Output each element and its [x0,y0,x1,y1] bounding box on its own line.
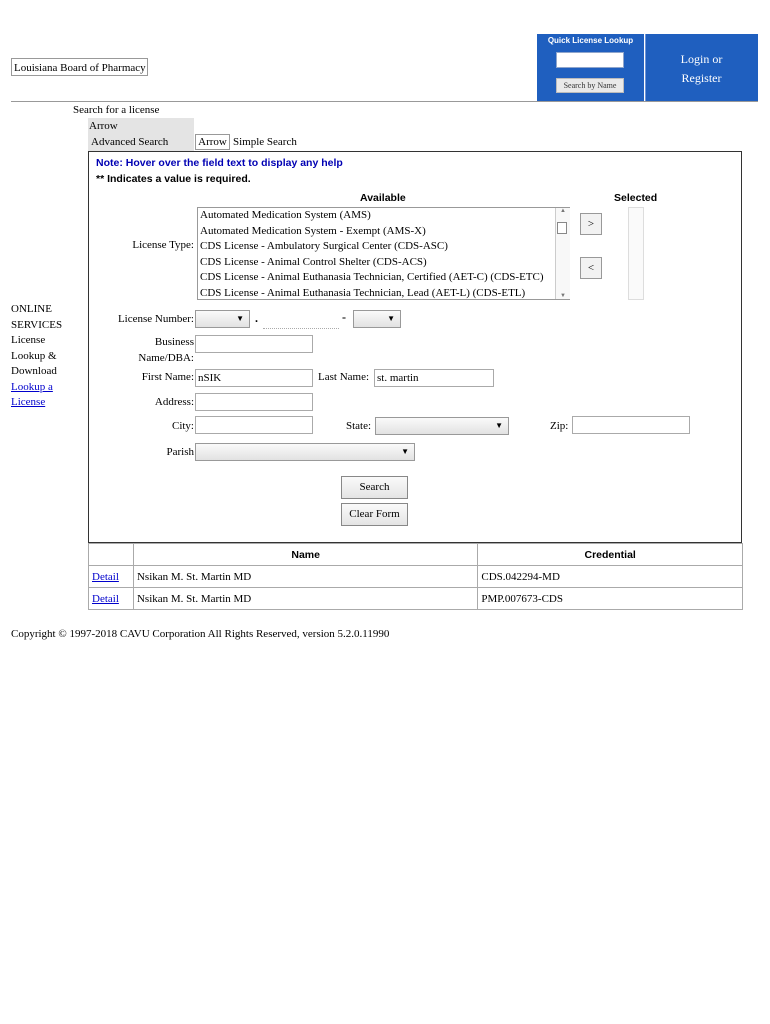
required-note: ** Indicates a value is required. [96,173,251,185]
name-cell: Nsikan M. St. Martin MD [133,588,477,610]
list-item[interactable]: Automated Medication System - Exempt (AMS-X) [200,224,426,237]
chevron-down-icon: ▼ [387,314,395,323]
list-item[interactable]: CDS License - Animal Euthanasia Technician, Certified (AET-C) (CDS-ETC) [200,271,544,283]
register-label[interactable]: Register [681,71,722,85]
table-row [89,566,743,588]
column-header-name: Name [133,544,477,566]
lookup-license-link[interactable] [11,380,73,396]
lookup-license-link-2[interactable] [11,395,73,411]
tab-simple-search[interactable]: Simple Search [233,136,297,148]
nav-text-download: Download [11,365,57,377]
scroll-up-icon[interactable]: ▲ [560,208,566,214]
parish-label: Parish [166,446,194,458]
search-for-license-heading: Search for a license [73,104,160,116]
chevron-down-icon: ▼ [401,447,409,456]
credential-cell: PMP.007673-CDS [478,588,743,610]
nav-text-lookup: Lookup & [11,349,57,362]
license-number-input[interactable] [263,311,339,329]
license-number-label: License Number: [117,313,194,325]
detail-link[interactable]: Detail [92,592,119,605]
table-header-row [89,544,743,566]
search-button[interactable]: Search [341,476,408,499]
list-item[interactable]: CDS License - Animal Control Shelter (CDS-ACS) [200,255,427,268]
business-label-line1: Business [154,336,194,348]
column-header-credential: Credential [478,544,743,566]
clear-form-button[interactable]: Clear Form [341,503,408,526]
credential-cell: CDS.042294-MD [478,566,743,588]
chevron-down-icon: ▼ [236,314,244,323]
results-table [88,543,743,610]
nav-text-services: SERVICES [11,318,63,331]
license-dash-separator: - [342,310,346,324]
selected-heading: Selected [614,192,658,204]
license-type-selected-list[interactable] [628,207,644,300]
org-logo-text: Louisiana Board of Pharmacy [11,58,148,76]
license-suffix-select[interactable] [353,310,401,328]
business-name-label [110,335,194,366]
arrow-image-placeholder-2: Arrow [195,134,230,150]
scrollbar-thumb[interactable] [557,222,567,234]
address-input[interactable] [195,393,313,411]
parish-select[interactable] [195,443,415,461]
zip-label: Zip: [550,420,569,432]
license-dot-separator: . [255,311,258,325]
business-name-input[interactable] [195,335,313,353]
city-input[interactable] [195,416,313,434]
column-header-link [89,544,134,566]
tab-advanced-search[interactable]: Advanced Search [88,134,194,151]
nav-text-license: License [11,334,46,346]
available-heading: Available [360,192,406,204]
login-register-link[interactable] [645,50,758,88]
first-name-label: First Name: [141,371,194,383]
login-label[interactable]: Login or [680,52,723,66]
lookup-license-link-line2[interactable]: License [11,396,46,408]
nav-text-online: ONLINE [11,303,52,315]
license-type-label: License Type: [132,239,194,251]
list-item[interactable]: Automated Medication System (AMS) [200,209,371,221]
search-by-name-button[interactable]: Search by Name [556,78,624,93]
detail-cell [89,566,134,588]
license-type-available-list[interactable] [197,207,570,300]
quick-lookup-input[interactable] [556,52,624,68]
address-label: Address: [154,396,194,408]
first-name-input[interactable]: nSIK [195,369,313,387]
detail-link[interactable]: Detail [92,570,119,583]
last-name-label: Last Name: [318,371,370,383]
remove-license-type-button[interactable]: < [580,257,602,279]
add-license-type-button[interactable]: > [580,213,602,235]
copyright-text: Copyright © 1997-2018 CAVU Corporation All Rights Reserved, version 5.2.0.11990 [11,628,390,640]
left-nav [11,302,73,411]
business-label-line2: Name/DBA: [138,351,194,364]
detail-cell [89,588,134,610]
quick-lookup-title: Quick License Lookup [547,36,634,45]
table-row [89,588,743,610]
last-name-input[interactable]: st. martin [374,369,494,387]
name-cell: Nsikan M. St. Martin MD [133,566,477,588]
state-label: State: [346,420,372,432]
list-item[interactable]: CDS License - Ambulatory Surgical Center (CDS-ASC) [200,240,448,252]
help-note: Note: Hover over the field text to display any help [96,157,343,169]
zip-input[interactable] [572,416,690,434]
arrow-image-placeholder: Arrow [88,118,194,134]
city-label: City: [171,420,194,432]
state-select[interactable] [375,417,509,435]
scroll-down-icon[interactable]: ▼ [560,293,566,299]
license-prefix-select[interactable] [195,310,250,328]
chevron-down-icon: ▼ [495,421,503,430]
list-item[interactable]: CDS License - Animal Euthanasia Technician, Lead (AET-L) (CDS-ETL) [200,286,526,299]
header-divider [11,101,758,102]
lookup-license-link-line1[interactable]: Lookup a [11,380,53,393]
